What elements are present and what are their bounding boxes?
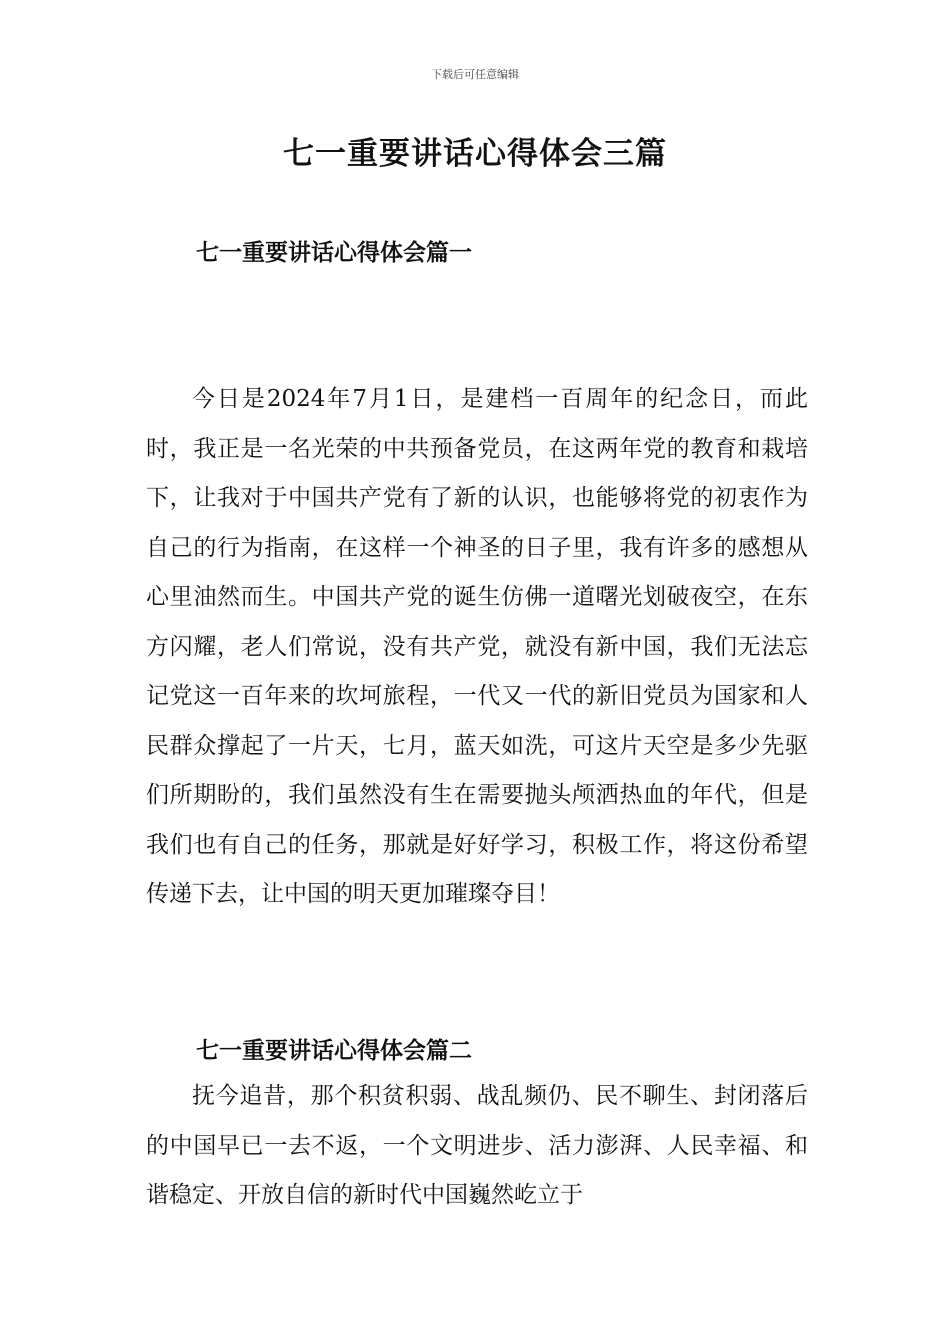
document-title: 七一重要讲话心得体会三篇	[283, 136, 667, 172]
section-paragraph-1: 今日是2024年7月1日，是建档一百周年的纪念日，而此时，我正是一名光荣的中共预备党员，在这两年党的教育和栽培下，让我对于中国共产党有了新的认识，也能够将党的初衷作为自己的行为指南，在这样一个神圣的日子里，我有许多的感想从心里油然而生。中国共产党的诞生仿佛一道曙光划破夜空，在东方闪耀，老人们常说，没有共产党，就没有新中国，我们无法忘记党这一百年来的坎坷旅程，一代又一代的新旧党员为国家和人民群众撑起了一片天，七月，蓝天如洗，可这片天空是多少先驱们所期盼的，我们虽然没有生在需要抛头颅洒热血的年代，但是我们也有自己的任务，那就是好好学习，积极工作，将这份希望传递下去，让中国的明天更加璀璨夺目！	[146, 386, 808, 907]
section-paragraph-2: 抚今追昔，那个积贫积弱、战乱频仍、民不聊生、封闭落后的中国早已一去不返，一个文明进步、活力澎湃、人民幸福、和谐稳定、开放自信的新时代中国巍然屹立于	[146, 1083, 808, 1208]
section-heading-1: 七一重要讲话心得体会篇一	[196, 239, 472, 266]
header-note: 下载后可任意编辑	[431, 68, 519, 81]
section-heading-2: 七一重要讲话心得体会篇二	[196, 1037, 472, 1064]
